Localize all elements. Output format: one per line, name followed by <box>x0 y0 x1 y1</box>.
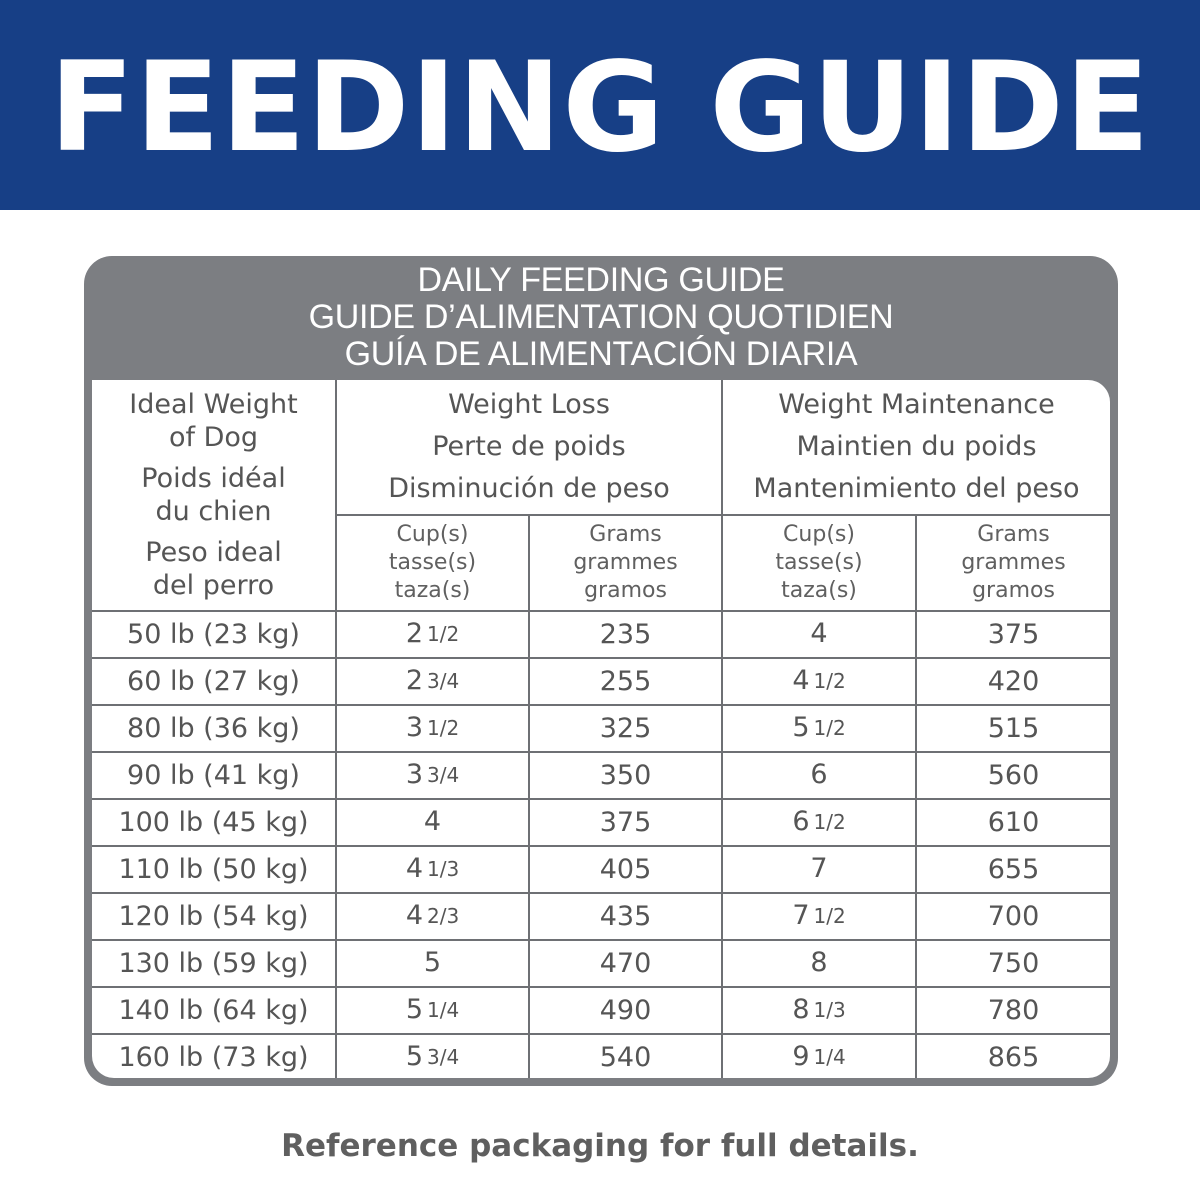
maint-grams-cell: 655 <box>916 846 1110 893</box>
cups-whole: 7 <box>792 900 810 931</box>
table-row <box>92 611 1110 658</box>
weight-cell: 60 lb (27 kg) <box>92 658 336 705</box>
maint-cups-cell <box>722 846 916 893</box>
maint-grams-cell: 420 <box>916 658 1110 705</box>
loss-grams-cell: 470 <box>529 940 722 987</box>
cups-fraction: 1/2 <box>809 810 846 834</box>
cups-whole: 5 <box>423 947 442 978</box>
loss-cups-cell <box>336 940 529 987</box>
loss-grams-cell: 235 <box>529 611 722 658</box>
header-banner <box>0 0 1200 210</box>
maint-cups-cell <box>722 987 916 1034</box>
weight-cell: 50 lb (23 kg) <box>92 611 336 658</box>
maint-grams-cell: 700 <box>916 893 1110 940</box>
weight-cell: 80 lb (36 kg) <box>92 705 336 752</box>
loss-cups-cell <box>336 611 529 658</box>
weight-cell: 130 lb (59 kg) <box>92 940 336 987</box>
cups-fraction: 2/3 <box>423 904 460 928</box>
cups-fraction: 1/2 <box>809 716 846 740</box>
card-header <box>84 262 1118 373</box>
cups-fraction: 1/2 <box>423 622 460 646</box>
maint-grams-cell: 375 <box>916 611 1110 658</box>
loss-grams-cell: 325 <box>529 705 722 752</box>
table-body <box>92 611 1110 1078</box>
loss-grams-cell: 375 <box>529 799 722 846</box>
cups-whole: 8 <box>792 994 810 1025</box>
cups-whole: 5 <box>405 994 423 1025</box>
table-row <box>92 705 1110 752</box>
cups-whole: 8 <box>810 947 828 978</box>
maint-grams-cell: 750 <box>916 940 1110 987</box>
weight-cell: 90 lb (41 kg) <box>92 752 336 799</box>
cups-whole: 9 <box>792 1041 810 1072</box>
weight-cell: 120 lb (54 kg) <box>92 893 336 940</box>
card-header-line-en: DAILY FEEDING GUIDE <box>417 261 785 299</box>
weight-cell: 100 lb (45 kg) <box>92 799 336 846</box>
cups-fraction: 1/3 <box>809 998 846 1022</box>
maint-grams-cell: 780 <box>916 987 1110 1034</box>
maint-cups-cell <box>722 705 916 752</box>
loss-grams-cell: 540 <box>529 1034 722 1078</box>
cups-fraction: 1/2 <box>423 716 460 740</box>
loss-grams-cell: 350 <box>529 752 722 799</box>
loss-cups-cell <box>336 1034 529 1078</box>
cups-fraction: 1/4 <box>809 1045 846 1069</box>
table-row <box>92 658 1110 705</box>
loss-grams-cell: 405 <box>529 846 722 893</box>
weight-column-header: Ideal Weight of Dog Poids idéal du chien Peso ideal del perro <box>92 380 336 611</box>
table-row <box>92 940 1110 987</box>
cups-whole: 6 <box>810 759 828 790</box>
cups-fraction: 3/4 <box>423 763 460 787</box>
loss-cups-cell <box>336 752 529 799</box>
maint-cups-cell <box>722 893 916 940</box>
weight-cell: 160 lb (73 kg) <box>92 1034 336 1078</box>
loss-cups-cell <box>336 893 529 940</box>
footer-note: Reference packaging for full details. <box>281 1128 919 1164</box>
loss-cups-cell <box>336 987 529 1034</box>
card-header-line-es: GUÍA DE ALIMENTACIÓN DIARIA <box>344 335 858 373</box>
cups-fraction: 1/2 <box>809 904 846 928</box>
maint-grams-cell: 515 <box>916 705 1110 752</box>
weight-maintenance-header: Weight Maintenance Maintien du poids Mantenimiento del peso <box>722 380 1110 515</box>
maint-cups-header: Cup(s) tasse(s) taza(s) <box>722 515 916 611</box>
maint-cups-cell <box>722 658 916 705</box>
cups-fraction: 3/4 <box>423 1045 460 1069</box>
cups-whole: 4 <box>423 806 442 837</box>
loss-cups-cell <box>336 846 529 893</box>
cups-whole: 3 <box>405 759 423 790</box>
loss-grams-header: Grams grammes gramos <box>529 515 722 611</box>
table-row <box>92 799 1110 846</box>
weight-cell: 140 lb (64 kg) <box>92 987 336 1034</box>
cups-whole: 2 <box>405 618 423 649</box>
table-row <box>92 752 1110 799</box>
weight-loss-header: Weight Loss Perte de poids Disminución de peso <box>336 380 722 515</box>
cups-fraction: 1/2 <box>809 669 846 693</box>
cups-whole: 4 <box>810 618 828 649</box>
maint-cups-cell <box>722 799 916 846</box>
card-header-line-fr: GUIDE D’ALIMENTATION QUOTIDIEN <box>308 298 894 336</box>
weight-cell: 110 lb (50 kg) <box>92 846 336 893</box>
maint-cups-cell <box>722 611 916 658</box>
cups-fraction: 3/4 <box>423 669 460 693</box>
cups-whole: 3 <box>405 712 423 743</box>
cups-whole: 4 <box>792 665 810 696</box>
maint-grams-header: Grams grammes gramos <box>916 515 1110 611</box>
cups-whole: 4 <box>405 853 423 884</box>
loss-cups-cell <box>336 799 529 846</box>
cups-whole: 7 <box>810 853 828 884</box>
maint-cups-cell <box>722 940 916 987</box>
loss-grams-cell: 490 <box>529 987 722 1034</box>
cups-whole: 5 <box>792 712 810 743</box>
maint-cups-cell <box>722 752 916 799</box>
cups-whole: 4 <box>405 900 423 931</box>
loss-grams-cell: 255 <box>529 658 722 705</box>
table-container <box>92 380 1110 1078</box>
loss-cups-cell <box>336 658 529 705</box>
cups-whole: 2 <box>405 665 423 696</box>
page-title: FEEDING GUIDE <box>49 36 1151 180</box>
table-row <box>92 1034 1110 1078</box>
loss-cups-cell <box>336 705 529 752</box>
maint-grams-cell: 865 <box>916 1034 1110 1078</box>
table-row <box>92 893 1110 940</box>
maint-cups-cell <box>722 1034 916 1078</box>
loss-grams-cell: 435 <box>529 893 722 940</box>
cups-whole: 6 <box>792 806 810 837</box>
feeding-guide-card <box>84 256 1118 1086</box>
table-row <box>92 987 1110 1034</box>
table-row <box>92 846 1110 893</box>
cups-fraction: 1/3 <box>423 857 460 881</box>
maint-grams-cell: 560 <box>916 752 1110 799</box>
feeding-table <box>92 380 1110 1078</box>
maint-grams-cell: 610 <box>916 799 1110 846</box>
cups-fraction: 1/4 <box>423 998 460 1022</box>
loss-cups-header: Cup(s) tasse(s) taza(s) <box>336 515 529 611</box>
cups-whole: 5 <box>405 1041 423 1072</box>
